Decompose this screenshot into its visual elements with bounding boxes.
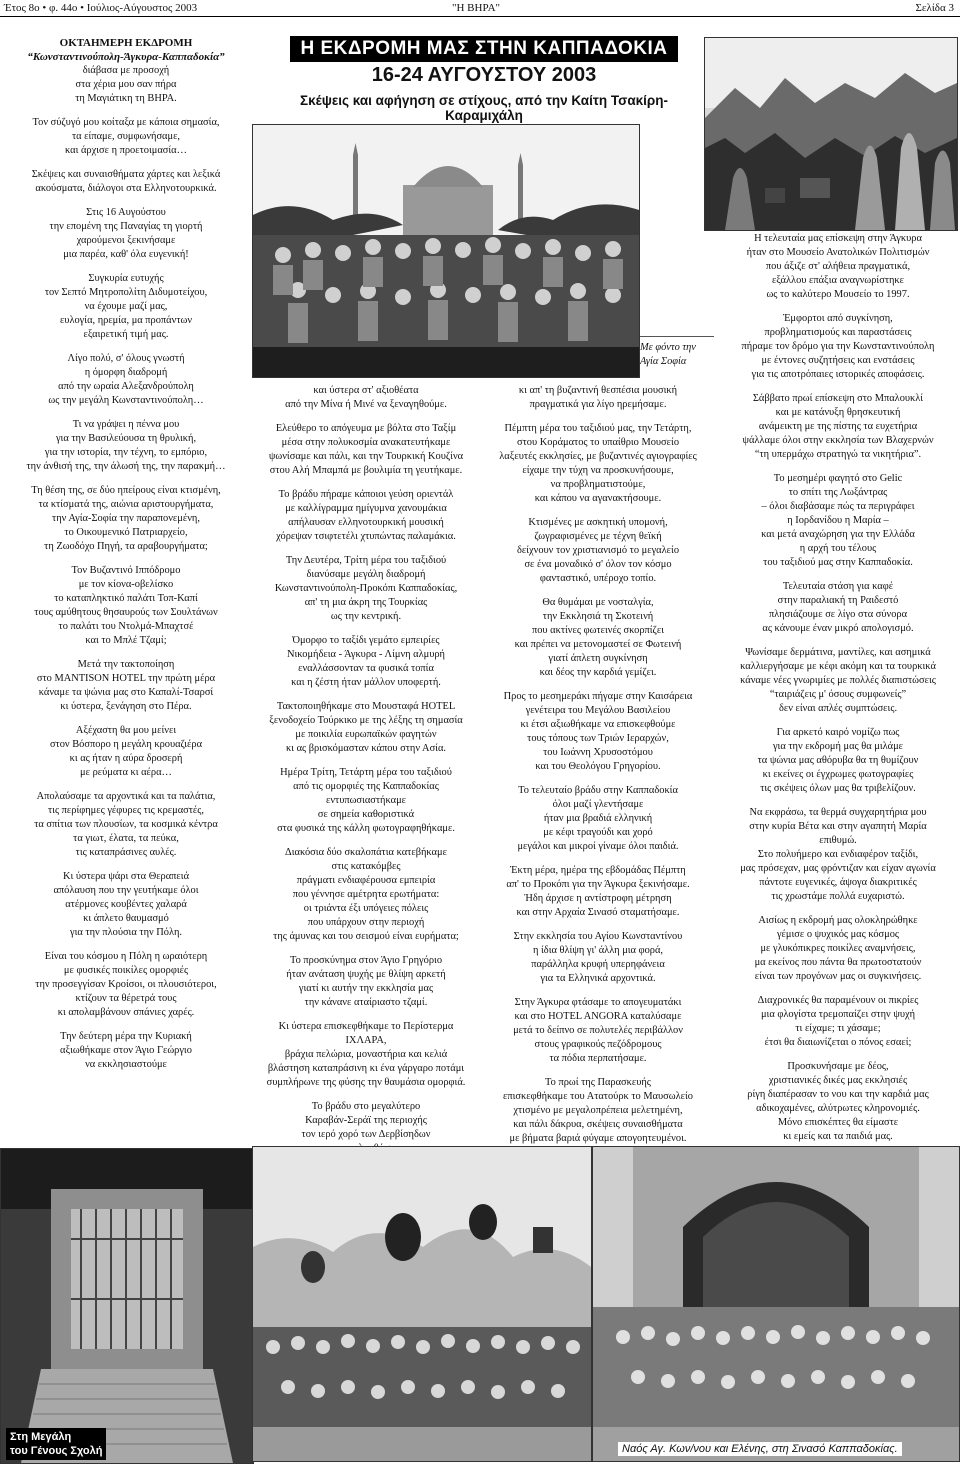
col1-para: Τη θέση της, σε δύο ηπείρους είναι κτισμένη, τα κτίσματά της, αιώνια αριστουργήματα, την Αγία-Σοφία την παραπονεμένη, το Οικουμενικό Πατριαρχείο, τη Ζωοδόχο Πηγή, τα αραβουργήματα; bbox=[31, 485, 221, 552]
caption-great-school: Στη Μεγάλη του Γένους Σχολή bbox=[6, 1428, 106, 1460]
col4-para: Να εκφράσω, τα θερμά συγχαρητήρια μου στην κυρία Βέτα και στην αγαπητή Μαρία επιθυμώ. Στο πολυήμερο και ενδιαφέρον ταξίδι, μας πρόσεχαν, μας φρόντιζαν και είχαν αγωνία πάντοτε ευγενικές, άψογα διακριτικές τις χρωστάμε πολλά ευχαριστώ. bbox=[740, 807, 936, 902]
church-photo-art bbox=[593, 1147, 959, 1461]
col2-para: Το προσκύνημα στον Άγιο Γρηγόριο ήταν ανάταση ψυχής με θλίψη αρκετή γιατί κι αυτήν την εκκλησία μας την κάνανε αταίριαστο τζαμί. bbox=[286, 955, 446, 1008]
col1-para: Τον σύζυγό μου κοίταξα με κάποια σημασία, τα είπαμε, συμφωνήσαμε, και άρχισε η προετοιμασία… bbox=[32, 117, 220, 156]
col3-para: Στην εκκλησία του Αγίου Κωνσταντίνου η ίδια θλίψη γι' άλλη μια φορά, παράλληλα κρυφή υπερηφάνεια για τα Ελληνικά αρχοντικά. bbox=[513, 931, 683, 984]
col3-para: κι απ' τη βυζαντινή θεσπέσια μουσική πραγματικά για λίγο ηρεμήσαμε. bbox=[518, 385, 678, 410]
col2-para: Κι ύστερα επισκεφθήκαμε το Περίστερμα ΙΧΛΑΡΑ, βράχια πελώρια, μοναστήρια και κελιά βλάστηση καταπράσινη κι ένα γάργαρο ποτάμι συμπλήρωνε της φύσης την θαυμάσια ομορφιά. bbox=[266, 1021, 466, 1088]
newspaper-name: "Η ΒΗΡΑ" bbox=[452, 2, 501, 14]
hagia-sofia-photo-art bbox=[253, 125, 639, 377]
col4-para: Για αρκετό καιρό νομίζω πως για την εκδρομή μας θα μιλάμε τα ψώνια μας αθόρυβα θα τη θυμίζουν κι εκείνες οι έγχρωμες φωτογραφίες τις σκέψεις όλων μας θα τριβελίζουν. bbox=[757, 727, 919, 794]
col3-para: Κτισμένες με ασκητική υπομονή, ζωγραφισμένες με τέχνη θεϊκή δείχνουν τον χριστιανισμό το μεγαλείο σε ένα μοναδικό σ' όλον τον κόσμο φανταστικό, υπέροχο τοπίο. bbox=[516, 517, 680, 584]
col1-subheading: “Κωνσταντινούπολη-Άγκυρα-Καππαδοκία” bbox=[27, 51, 225, 63]
col1-para: Κι ύστερα ψάρι στα Θεραπειά απόλαυση που την γευτήκαμε όλοι ατέρμονες κουβέντες χαλαρά κι άπλετο θαυμασμό για την πλούσια την Πόλη. bbox=[53, 871, 199, 938]
col1-para: Τι να γράψει η πέννα μου για την Βασιλεύουσα τη θρυλική, για την ιστορία, την τέχνη, το εμπόριο, την άνθισή της, την άλωσή της, την παρακμή… bbox=[26, 419, 226, 472]
great-school-photo bbox=[0, 1148, 254, 1464]
article-title: Η ΕΚΔΡΟΜΗ ΜΑΣ ΣΤΗΝ ΚΑΠΠΑΔΟΚΙΑ bbox=[290, 36, 677, 62]
col1-para: Τον Βυζαντινό Ιππόδρομο με τον κίονα-οβελίσκο το καταπληκτικό παλάτι Τοπ-Καπί τους αμύθητους θησαυρούς των Σουλτάνων το παλάτι του Ντολμά-Μπαχτσέ και το Μπλέ Τζαμί; bbox=[34, 565, 218, 646]
col4-para: Η τελευταία μας επίσκεψη στην Άγκυρα ήταν στο Μουσείο Ανατολικών Πολιτισμών που άξιζε στ' αλήθεια πραγματικά, εξάλλου επάξια αναγνωρίστηκε ως το καλύτερο Μουσείο το 1997. bbox=[746, 233, 930, 300]
school-gate-photo-art bbox=[1, 1149, 253, 1463]
col1-heading: ΟΚΤΑΗΜΕΡΗ ΕΚΔΡΟΜΗ bbox=[59, 37, 193, 49]
col3-para: Προς το μεσημεράκι πήγαμε στην Καισάρεια γενέτειρα του Μεγάλου Βασιλείου κι έτσι αξιωθήκαμε να επισκεφθούμε τους τόπους των Τριών Ιεραρχών, του Ιωάννη Χρυσοστόμου και του Θεολόγου Γρηγορίου. bbox=[503, 691, 693, 772]
col4-para: Έμφορτοι από συγκίνηση, προβληματισμούς και παραστάσεις πήραμε τον δρόμο για την Κωνσταντινούπολη με έντονες συζητήσεις και ενστάσεις για τις αποτρόπαιες ιστορικές αποφάσεις. bbox=[741, 313, 935, 380]
article-byline: Σκέψεις και αφήγηση σε στίχους, από την Καίτη Τσακίρη-Καραμιχάλη bbox=[299, 93, 669, 123]
col1-para: Απολαύσαμε τα αρχοντικά και τα παλάτια, τις περίφημες γέφυρες τις κρεμαστές, τα σπίτια των πλουσίων, τα κοσμικά κέντρα τα γιωτ, έλατα, τα πεύκα, τις καταπράσινες αυλές. bbox=[34, 791, 218, 858]
col1-para: Σκέψεις και συναισθήματα χάρτες και λεξικά ακούσματα, διάλογοι στα Ελληνοτουρκικά. bbox=[31, 169, 221, 194]
col1-para: Συγκυρία ευτυχής τον Σεπτό Μητροπολίτη Διδυμοτείχου, να έχουμε μαζί μας, ευλογία, ηρεμία, μα προπάντων εξαιρετική τιμή μας. bbox=[44, 273, 208, 340]
col3-para: Πέμπτη μέρα του ταξιδιού μας, την Τετάρτη, στου Κοράματος το υπαίθριο Μουσείο λαξευτές εκκλησίες, με βυζαντινές αγιογραφίες είχαμε την τύχη να προσκυνήσουμε, να προβληματιστούμε, και κάπου να αγανακτήσουμε. bbox=[499, 423, 697, 504]
column-2 bbox=[252, 384, 480, 1166]
group-photo-hagia-sofia bbox=[252, 124, 640, 378]
col3-para: Στην Άγκυρα φτάσαμε το απογευματάκι και στο HOTEL ANGORA καταλύσαμε μετά το δείπνο σε πολυτελές περιβάλλον στους γραφικούς πεζόδρομους τα πόδια περπατήσαμε. bbox=[513, 997, 683, 1064]
col4-para: Το μεσημέρι φαγητό στο Gelic το σπίτι της Λωξάντρας – όλοι διαβάσαμε πώς τα περιγράφει η Ιορδανίδου η Μαρία – και μετά αναχώρηση για την Ελλάδα η αρχή του τέλους του ταξιδιού μας στην Καππαδοκία. bbox=[761, 473, 915, 568]
col2-para: Το βράδυ πήραμε κάποιοι γεύση οριεντάλ με καλλίγραμμα ημίγυμνα χανουμάκια απήλαυσαν ελληνοτουρκική μουσική χόρεψαν τσιφτετέλι χτυπώντας παλαμάκια. bbox=[276, 489, 456, 542]
page-header bbox=[0, 0, 960, 17]
cave-group-photo-art bbox=[253, 1147, 591, 1461]
article-dates: 16-24 ΑΥΓΟΥΣΤΟΥ 2003 bbox=[371, 64, 597, 86]
col2-para: Ελεύθερο το απόγευμα με βόλτα στο Ταξίμ μέσα στην πολυκοσμία ανακατευτήκαμε ψωνίσαμε και πάλι, και την Τουρκική Κουζίνα στου Αλή Μπαμπά με βουλιμία τη γευτήκαμε. bbox=[268, 423, 464, 476]
cappadocia-landscape-photo bbox=[704, 37, 958, 231]
col1-para: Λίγο πολύ, σ' όλους γνωστή η όμορφη διαδρομή από την ωραία Αλεξανδρούπολη ως την μεγάλη Κωνσταντινούπολη… bbox=[48, 353, 204, 406]
column-3 bbox=[480, 384, 716, 1156]
col1-para: Μετά την τακτοποίηση στο MANTISON HOTEL την πρώτη μέρα κάναμε τα ψώνια μας στο Καπαλί-Τσαρσί κι ύστερα, ξενάγηση στο Πέρα. bbox=[36, 659, 216, 712]
col3-para: Το τελευταίο βράδυ στην Καππαδοκία όλοι μαζί γλεντήσαμε ήταν μια βραδιά ελληνική με κέφι τραγούδι και χορό μεγάλοι και μικροί γίναμε όλοι παιδιά. bbox=[517, 785, 679, 852]
col4-para: Προσκυνήσαμε με δέος, χριστιανικές δικές μας εκκλησιές ρίγη διαπέρασαν το νου και την καρδιά μας αδικοχαμένες, αλύτρωτες κληρονομιές. Μόνο επισκέπτες θα είμαστε κι εμείς και τα παιδιά μας. bbox=[747, 1061, 929, 1142]
issue-info: Έτος 8ο • φ. 44ο • Ιούλιος-Αύγουστος 2003 bbox=[4, 2, 198, 14]
col2-para: Τακτοποιηθήκαμε στο Μουσταφά HOTEL ξενοδοχείο Τούρκικο με της λέξης τη σημασία με ποικιλία ευρωπαϊκών φαγητών κι ας βρισκόμασταν κάπου στην Ασία. bbox=[269, 701, 463, 754]
col3-para: Το πρωί της Παρασκευής επισκεφθήκαμε του Ατατούρκ το Μαυσωλείο χτισμένο με μεγαλοπρέπεια μελετημένη, και πάλι δάκρυα, σκέψεις συναισθήματα με βήματα βαριά φύγαμε απογοητευμένοι. bbox=[503, 1077, 693, 1144]
col2-para: Διακόσια δύο σκαλοπάτια κατεβήκαμε στις κατακόμβες πράγματι ενδιαφέρουσα εμπειρία που γέννησε αμέτρητα ερωτήματα: οι τριάντα έξι υπόγειες πόλεις που υπάρχουν στην περιοχή της άμυνας και του σεισμού είναι ευρήματα; bbox=[273, 847, 459, 942]
cappadocia-photo-art bbox=[705, 38, 957, 230]
col4-para: Διαχρονικές θα παραμένουν οι πικρίες μια φλογίστα τρεμοπαίζει στην ψυχή τι είχαμε; τι χάσαμε; έτσι θα διαιωνίζεται ο πόνος εσαεί; bbox=[757, 995, 919, 1048]
col2-para: Την Δευτέρα, Τρίτη μέρα του ταξιδιού διανύσαμε μεγάλη διαδρομή Κωνσταντινούπολη-Προκόπι Καππαδοκίας, απ' τη μια άκρη της Τουρκίας ως την κεντρική. bbox=[274, 555, 458, 622]
column-1 bbox=[0, 36, 252, 1082]
col1-para: Αξέχαστη θα μου μείνει στον Βόσπορο η μεγάλη κρουαζιέρα κι ας ήταν η αύρα δροσερή με ρεύματα κι αέρα… bbox=[49, 725, 203, 778]
col4-para: Τελευταία στάση για καφέ στην παραλιακή τη Ραιδεστό πλησιάζουμε σε λίγο στα σύνορα ας κάνουμε έναν μικρό απολογισμό. bbox=[762, 581, 914, 634]
page-number: Σελίδα 3 bbox=[915, 2, 954, 14]
col2-para: Το βράδυ στο μεγαλύτερο Καραβάν-Σεράϊ της περιοχής τον ιερό χορό των Δερβίσηδων bbox=[301, 1101, 431, 1140]
col3-para: Έκτη μέρα, ημέρα της εβδομάδας Πέμπτη απ' το Προκόπι για την Άγκυρα ξεκινήσαμε. Ήδη άρχισε η αντίστροφη μέτρηση και στην Αρχαία Σινασό σταματήσαμε. bbox=[506, 865, 690, 918]
cave-group-photo bbox=[252, 1146, 592, 1462]
col1-para: Στις 16 Αυγούστου την επομένη της Παναγίας τη γιορτή χαρούμενοι ξεκινήσαμε μια παρέα, καθ' όλα ευγενική! bbox=[49, 207, 203, 260]
col1-para: Είναι του κόσμου η Πόλη η ωραιότερη με φυσικές ποικίλες ομορφιές την προσεγγίσαν Κροίσοι, οι πλουσιότεροι, κτίζουν τα θέρετρά τους κι απολαμβάνουν σπάνιες χαρές. bbox=[35, 951, 217, 1018]
col1-para: Την δεύτερη μέρα την Κυριακή αξιωθήκαμε στον Άγιο Γεώργιο να εκκλησιαστούμε bbox=[60, 1031, 192, 1070]
caption-hagia-sofia: Με φόντο την Αγία Σοφία bbox=[640, 336, 714, 369]
sinasos-church-photo bbox=[592, 1146, 960, 1462]
article-banner bbox=[278, 36, 690, 123]
col2-para: Όμορφο το ταξίδι γεμάτο εμπειρίες Νικομήδεια - Άγκυρα - Λίμνη αλμυρή εναλλάσσονταν τα φυσικά τοπία και η ζέστη ήταν μάλλον υποφερτή. bbox=[286, 635, 445, 688]
col2-para: και ύστερα στ' αξιοθέατα από την Μίνα ή Μινέ να ξεναγηθούμε. bbox=[285, 385, 447, 410]
col3-para: Θα θυμάμαι με νοσταλγία, την Εκκλησιά τη Σκοτεινή που ακτίνες φωτεινές σκορπίζει και πρέπει να μετονομαστεί σε Φωτεινή γιατί άπλετη συγκίνηση και δέος την καρδιά γεμίζει. bbox=[514, 597, 682, 678]
col1-intro: διάβασα με προσοχή στα χέρια μου σαν πήρα τη Μαγιάτικη τη ΒΗΡΑ. bbox=[75, 65, 177, 104]
col2-para: Ημέρα Τρίτη, Τετάρτη μέρα του ταξιδιού από τις ομορφιές της Καππαδοκίας εντυπωσιαστήκαμε σε σημεία καθοριστικά στα φυσικά της κάλλη φωτογραφηθήκαμε. bbox=[277, 767, 455, 834]
column-4 bbox=[716, 232, 960, 1154]
col4-para: Σάββατο πρωί επίσκεψη στο Μπαλουκλί και με κατάνυξη θρησκευτική ανάμεικτη με της πίστης τα ευχετήρια ψάλλαμε όλοι στην εκκλησία των Βλαχερνών “τη υπερμάχω στρατηγώ τα νικητήρια”. bbox=[742, 393, 934, 460]
col4-para: Αισίως η εκδρομή μας ολοκληρώθηκε γέμισε ο ψυχικός μας κόσμος με γλυκόπικρες ποικίλες αναμνήσεις, μα εκείνος που πάντα θα πρωτοστατούν είναι των προγόνων μας οι συγκινήσεις. bbox=[754, 915, 922, 982]
caption-sinasos-church: Ναός Αγ. Κων/νου και Ελένης, στη Σινασό Καππαδοκίας. bbox=[618, 1442, 902, 1456]
col4-para: Ψωνίσαμε δερμάτινα, μαντίλες, και ασημικά καλλιεργήσαμε με κέφι ακόμη και τα τουρκικά κάναμε νέες γνωριμίες με πολλές διαπιστώσεις “ταιριάζεις μ' όσους συμφωνείς” δεν είναι απλές συμπτώσεις. bbox=[740, 647, 936, 714]
